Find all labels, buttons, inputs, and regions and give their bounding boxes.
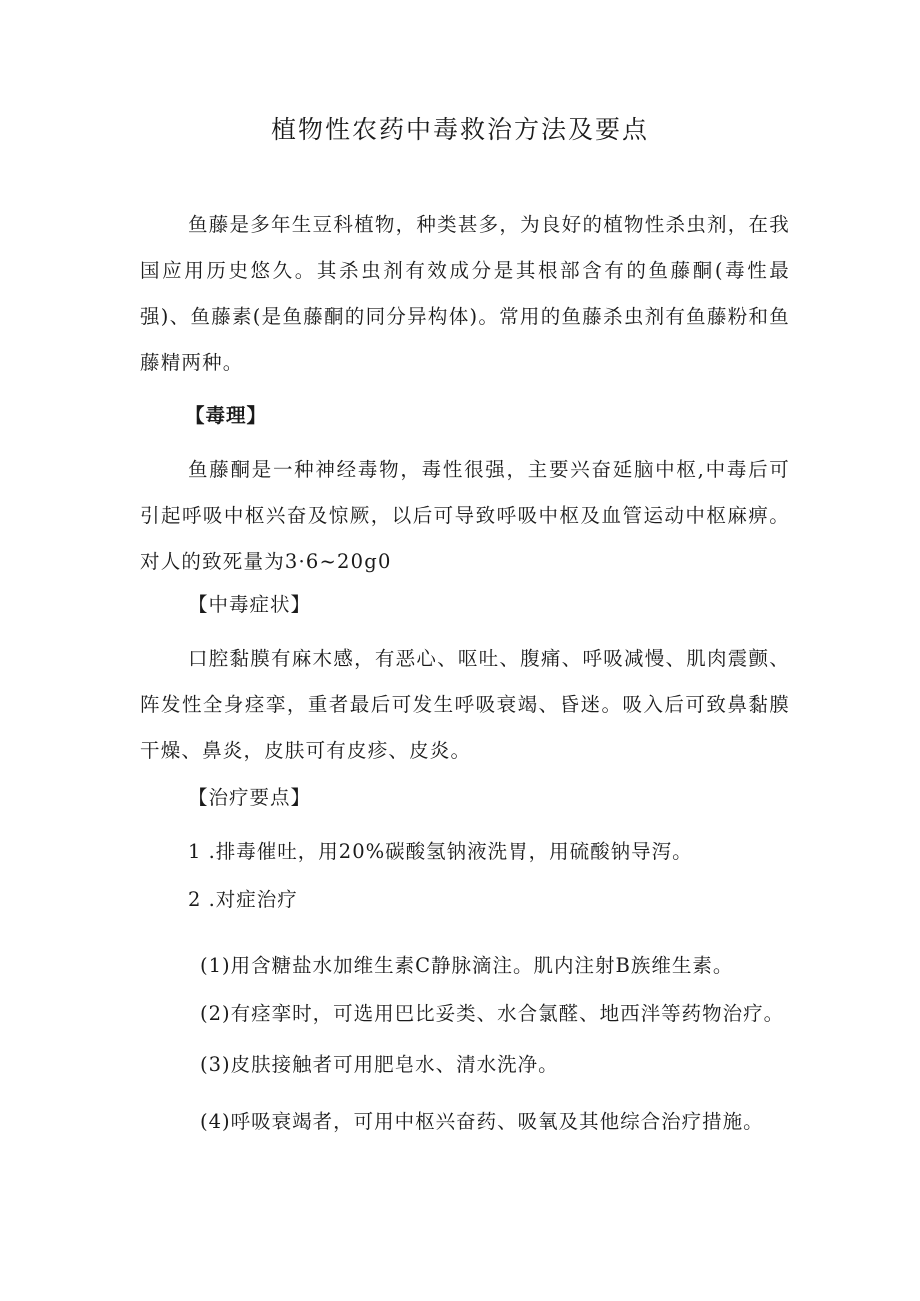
treatment-subitem: (3)皮肤接触者可用肥皂水、清水洗净。: [200, 1053, 559, 1076]
treatment-heading: 【治疗要点】: [188, 786, 312, 809]
symptoms-heading: 【中毒症状】: [188, 593, 312, 616]
treatment-item: 2 .对症治疗: [188, 888, 298, 911]
treatment-item: 1 .排毒催吐，用20%碳酸氢钠液洗胃，用硫酸钠导泻。: [188, 840, 693, 863]
document-title: 植物性农药中毒救治方法及要点: [270, 115, 649, 144]
intro-paragraph: 鱼藤是多年生豆科植物，种类甚多，为良好的植物性杀虫剂，在我国应用历史悠久。其杀虫剂有效成分是其根部含有的鱼藤酮(毒性最强)、鱼藤素(是鱼藤酮的同分异构体)。常用的鱼藤杀虫剂有鱼藤粉和鱼藤精两种。: [140, 213, 790, 374]
treatment-subitem: (2)有痉挛时，可选用巴比妥类、水合氯醛、地西泮等药物治疗。: [200, 1002, 785, 1025]
toxicology-paragraph: 鱼藤酮是一种神经毒物，毒性很强，主要兴奋延脑中枢,中毒后可引起呼吸中枢兴奋及惊厥，以后可导致呼吸中枢及血管运动中枢麻痹。对人的致死量为3·6~20g0: [140, 458, 790, 573]
toxicology-heading: 【毒理】: [185, 404, 268, 427]
treatment-subitem: (4)呼吸衰竭者，可用中枢兴奋药、吸氧及其他综合治疗措施。: [200, 1110, 764, 1133]
symptoms-paragraph: 口腔黏膜有麻木感，有恶心、呕吐、腹痛、呼吸减慢、肌肉震颤、阵发性全身痉挛，重者最后可发生呼吸衰竭、昏迷。吸入后可致鼻黏膜干燥、鼻炎，皮肤可有皮疹、皮炎。: [140, 647, 790, 762]
treatment-subitem: (1)用含糖盐水加维生素C静脉滴注。肌内注射B族维生素。: [200, 954, 734, 977]
